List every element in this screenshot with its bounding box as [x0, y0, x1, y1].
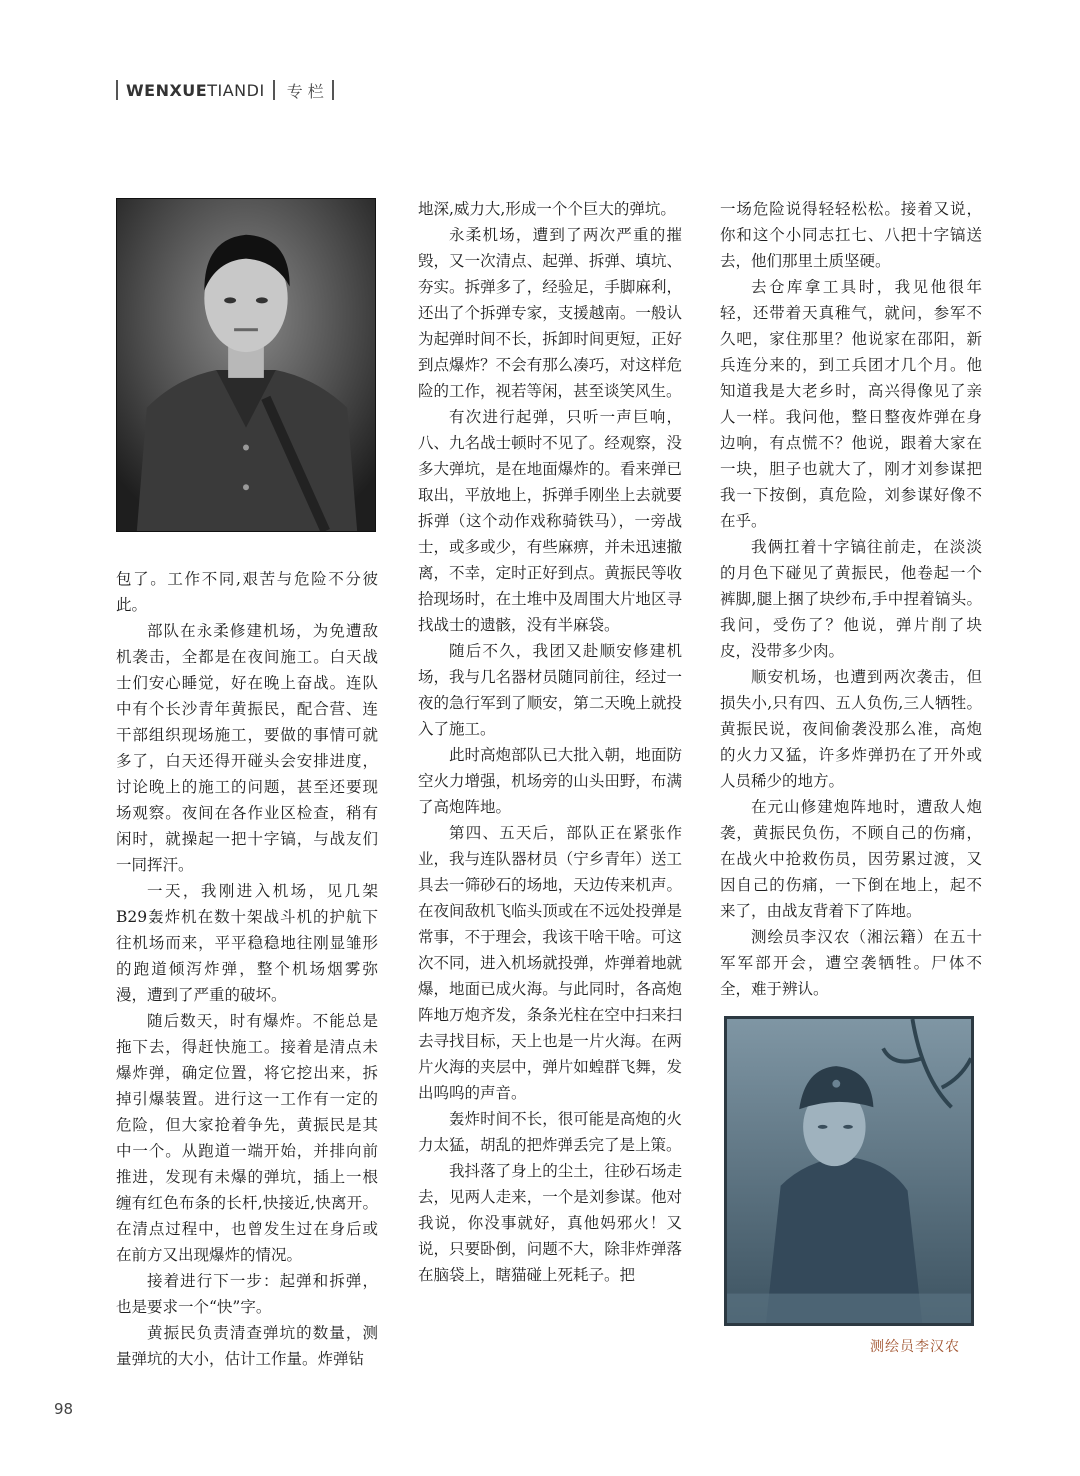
paragraph: 此时高炮部队已大批入朝，地面防空火力增强，机场旁的山头田野，布满了高炮阵地。	[418, 746, 682, 816]
photo-caption: 测绘员李汉农	[870, 1339, 960, 1355]
paragraph: 第四、五天后，部队正在紧张作业，我与连队器材员（宁乡青年）送工具去一筛砂石的场地，天边传来机声。在夜间敌机飞临头顶或在不远处投弹是常事，不于理会，我该干啥干啥。可这次不同，进入机场就投弹，炸弹着地就爆，地面已成火海。与此同时，各高炮阵地万炮齐发，条条光柱在空中扫来扫去寻找目标，天上也是一片火海。在两片火海的夹层中，弹片如蝗群飞舞，发出呜呜的声音。	[418, 824, 682, 1102]
paragraph: 有次进行起弹，只听一声巨响，八、九名战士顿时不见了。经观察，没多大弹坑，是在地面爆炸的。看来弹已取出，平放地上，拆弹手刚坐上去就要拆弹（这个动作戏称骑铁马），一旁战士，或多或少，有些麻痹，并未迅速撤离，不幸，定时正好到点。黄振民等收拾现场时，在土堆中及周围大片地区寻找战士的遗骸，没有半麻袋。	[418, 408, 682, 634]
header-divider	[332, 80, 334, 100]
paragraph: 永柔机场，遭到了两次严重的摧毁，又一次清点、起弹、拆弹、填坑、夯实。拆弹多了，经验足，手脚麻利，还出了个拆弹专家，支援越南。一般认为起弹时间不长，拆卸时间更短，正好到点爆炸？不会有那么凑巧，对这样危险的工作，视若等闲，甚至谈笑风生。	[418, 226, 682, 400]
magazine-brand	[126, 81, 265, 100]
paragraph: 在元山修建炮阵地时，遭敌人炮袭，黄振民负伤，不顾自己的伤痛，在战火中抢救伤员，因劳累过渡，又因自己的伤痛，一下倒在地上，起不来了，由战友背着下了阵地。	[720, 798, 982, 920]
paragraph: 地深,威力大,形成一个个巨大的弹坑。	[418, 200, 676, 218]
header-divider	[116, 80, 118, 100]
paragraph: 测绘员李汉农（湘沄籍）在五十军军部开会，遭空袭牺牲。尸体不全，难于辨认。	[720, 928, 982, 998]
text-column-2	[418, 196, 682, 1288]
paragraph: 黄振民负责清查弹坑的数量，测量弹坑的大小，估计工作量。炸弹钻	[116, 1324, 378, 1368]
paragraph: 部队在永柔修建机场，为免遭敌机袭击，全都是在夜间施工。白天战士们安心睡觉，好在晚上奋战。连队中有个长沙青年黄振民，配合营、连干部组织现场施工，要做的事情可就多了，白天还得开碰头会安排进度，讨论晚上的施工的问题，甚至还要现场观察。夜间在各作业区检查，稍有闲时，就操起一把十字镐，与战友们一同挥汗。	[116, 622, 378, 874]
paragraph: 随后数天，时有爆炸。不能总是拖下去，得赶快施工。接着是清点未爆炸弹，确定位置，将它挖出来，拆掉引爆装置。进行这一工作有一定的危险，但大家抢着争先，黄振民是其中一个。从跑道一端开始，并排向前推进，发现有未爆的弹坑，插上一根缠有红色布条的长杆,快接近,快离开。在清点过程中，也曾发生过在身后或在前方又出现爆炸的情况。	[116, 1012, 378, 1264]
text-column-1	[116, 566, 378, 1372]
paragraph: 一天，我刚进入机场，见几架B29轰炸机在数十架战斗机的护航下往机场而来，平平稳稳地往刚显雏形的跑道倾泻炸弹，整个机场烟雾弥漫，遭到了严重的破坏。	[116, 882, 378, 1004]
running-header	[116, 78, 334, 102]
page-number: 98	[54, 1400, 74, 1418]
paragraph: 包了。工作不同,艰苦与危险不分彼此。	[116, 570, 378, 614]
header-divider	[273, 80, 275, 100]
paragraph: 我俩扛着十字镐往前走，在淡淡的月色下碰见了黄振民，他卷起一个裤脚,腿上捆了块纱布,手中捏着镐头。我问，受伤了？他说，弹片削了块皮，没带多少肉。	[720, 538, 982, 660]
brand-light-part: TIANDI	[207, 80, 265, 100]
paragraph: 随后不久，我团又赴顺安修建机场，我与几名器材员随同前往，经过一夜的急行军到了顺安，第二天晚上就投入了施工。	[418, 642, 682, 738]
paragraph: 顺安机场，也遭到两次袭击，但损失小,只有四、五人负伤,三人牺牲。黄振民说，夜间偷袭没那么准，高炮的火力又猛，许多炸弹扔在了开外或人员稀少的地方。	[720, 668, 982, 790]
text-column-3	[720, 196, 982, 1002]
soldier-portrait-photo	[116, 198, 376, 532]
brand-bold-part: WENXUE	[126, 80, 208, 100]
paragraph: 我抖落了身上的尘土，往砂石场走去，见两人走来，一个是刘参谋。他对我说，你没事就好，真他妈邪火！又说，只要卧倒，问题不大，除非炸弹落在脑袋上，瞎猫碰上死耗子。把	[418, 1162, 682, 1284]
paragraph: 轰炸时间不长，很可能是高炮的火力太猛，胡乱的把炸弹丢完了是上策。	[418, 1110, 682, 1154]
paragraph: 接着进行下一步：起弹和拆弹，也是要求一个“快”字。	[116, 1272, 378, 1316]
section-tag: 专 栏	[286, 81, 324, 101]
surveyor-portrait-photo	[724, 1016, 974, 1326]
paragraph: 一场危险说得轻轻松松。接着又说，你和这个小同志扛七、八把十字镐送去，他们那里土质坚硬。	[720, 200, 982, 270]
paragraph: 去仓库拿工具时，我见他很年轻，还带着天真稚气，就问，参军不久吧，家住那里？他说家在邵阳，新兵连分来的，到工兵团才几个月。他知道我是大老乡时，高兴得像见了亲人一样。我问他，整日整夜炸弹在身边响，有点慌不？他说，跟着大家在一块，胆子也就大了，刚才刘参谋把我一下按倒，真危险，刘参谋好像不在乎。	[720, 278, 982, 530]
